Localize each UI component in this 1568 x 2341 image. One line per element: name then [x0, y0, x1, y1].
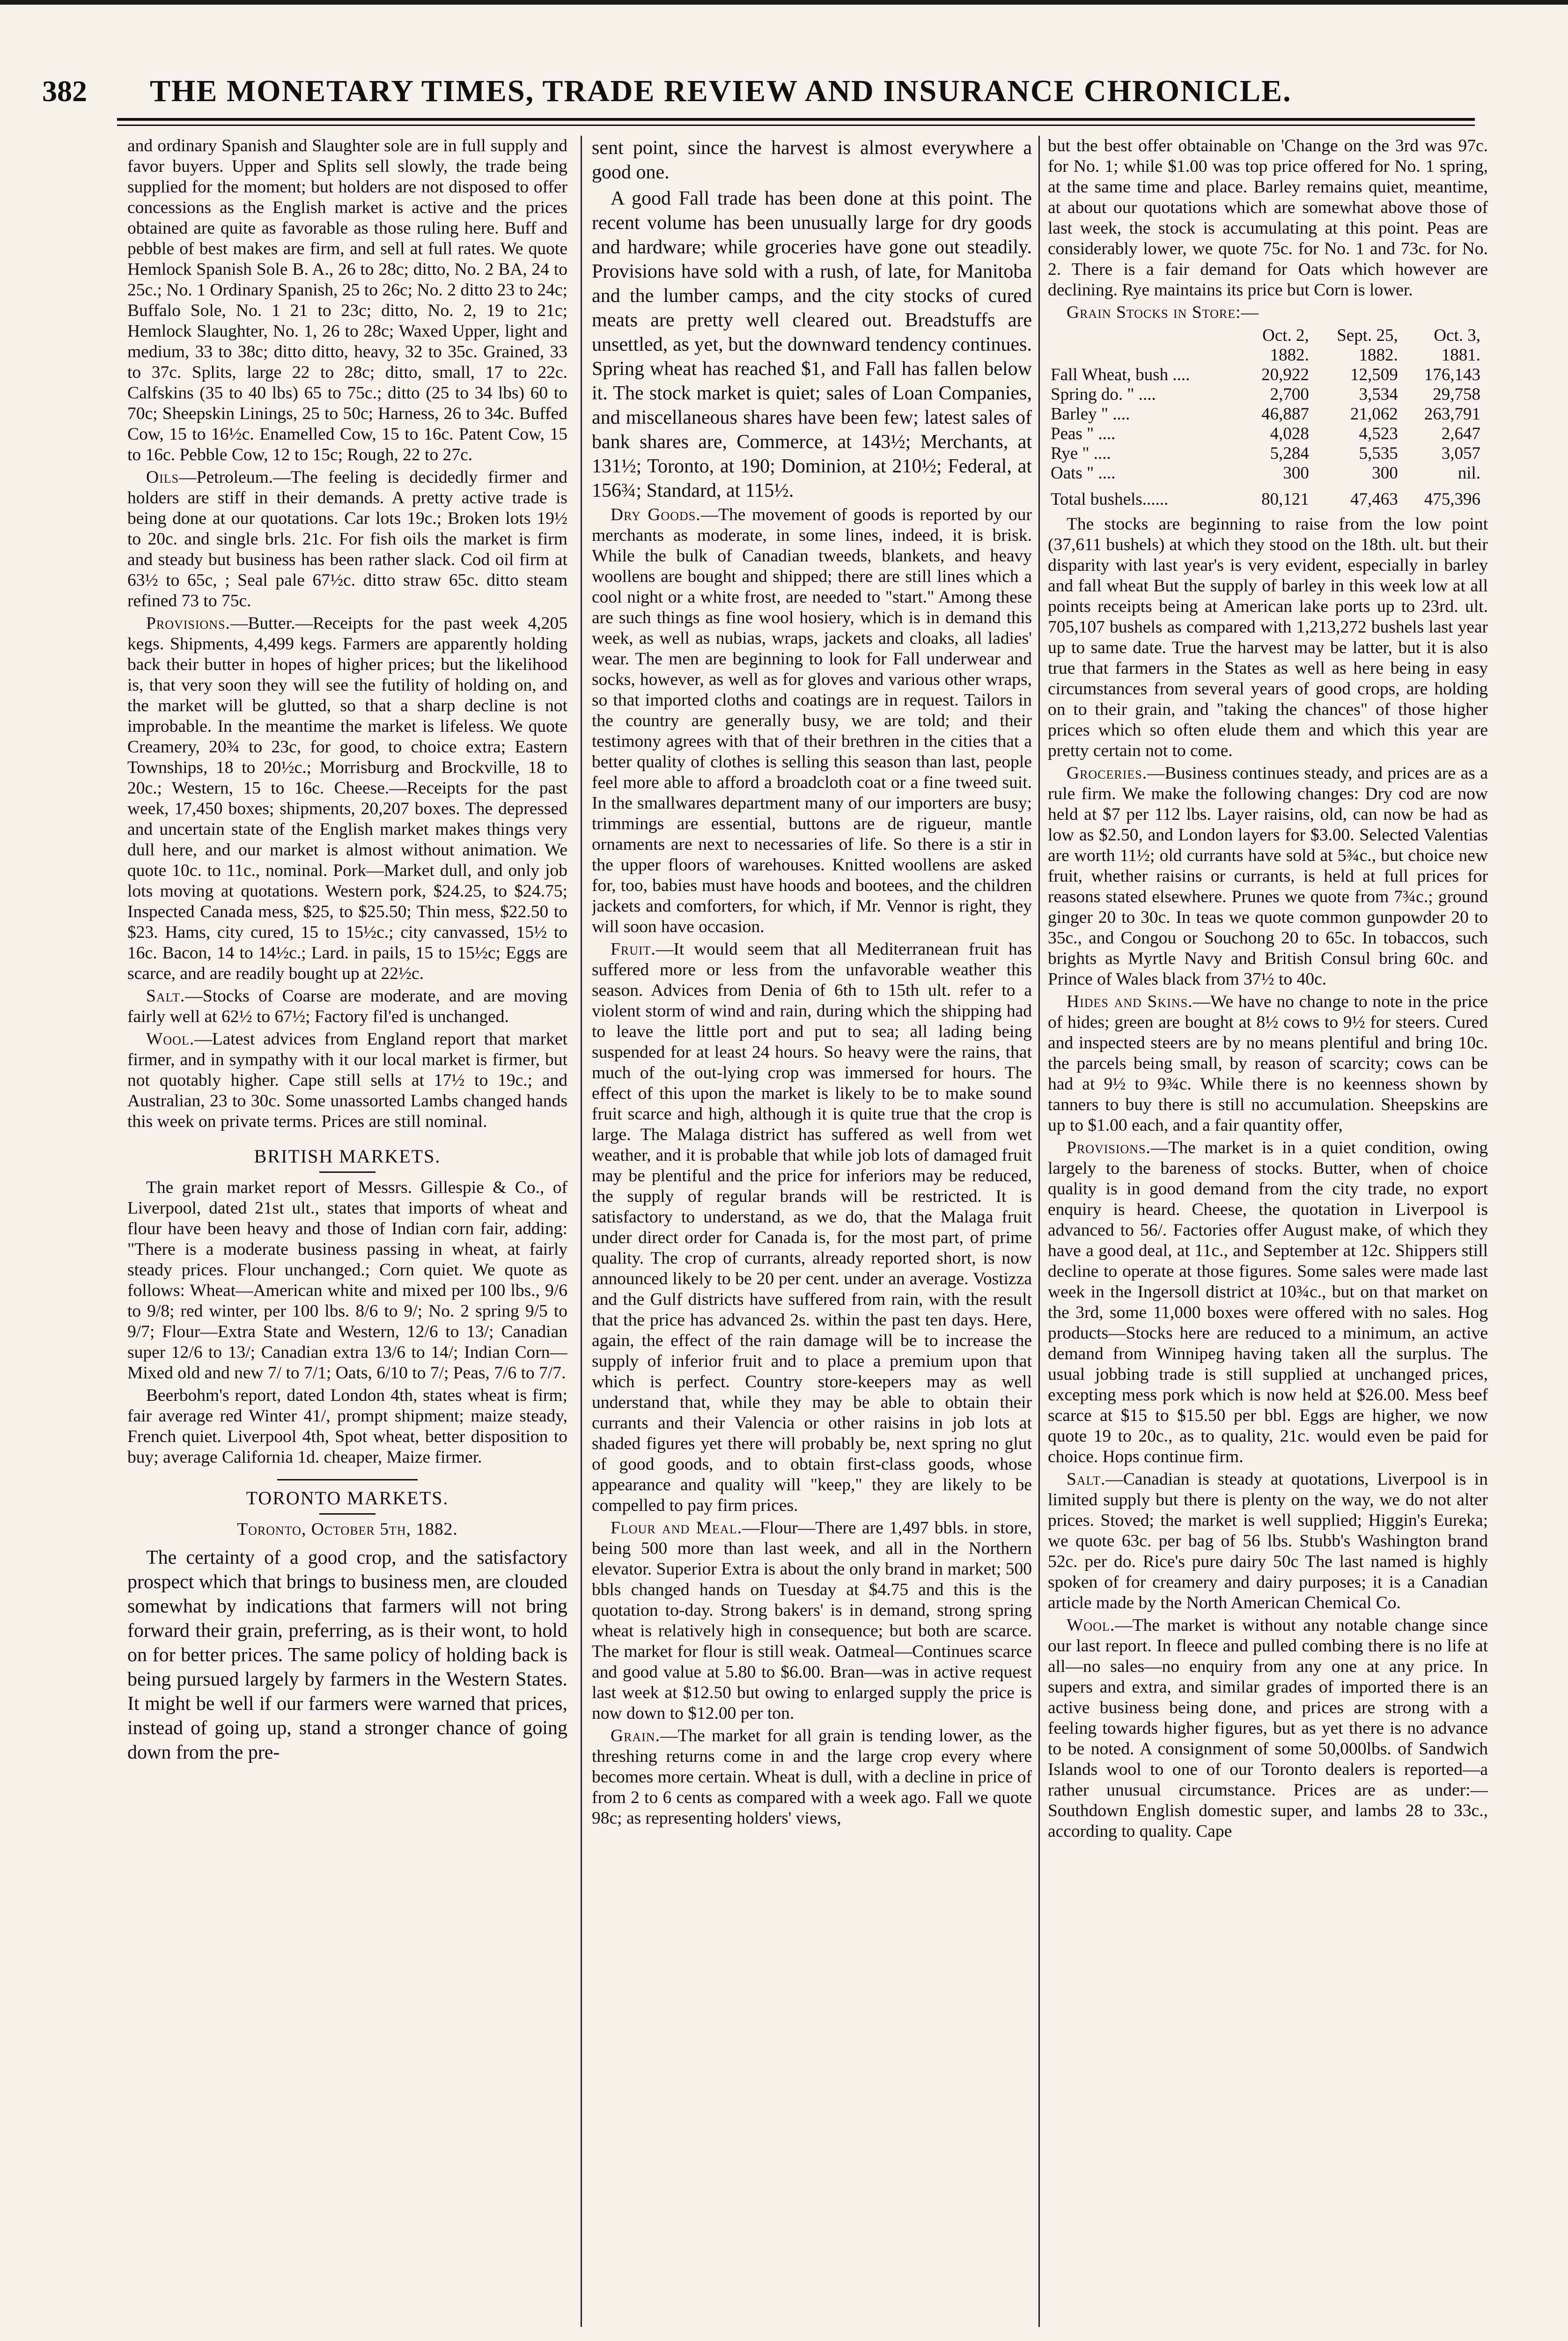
table-header-cell: Sept. 25,: [1337, 326, 1398, 345]
column-3: [1048, 136, 1488, 2327]
table-cell: Rye " ....: [1051, 444, 1111, 463]
grain-text: —The market for all grain is tending lower, as the threshing returns come in and the large crop every where becomes more certain. Wheat is dull, with a decline in price of from 2 to 6 cents as compared with a week ago. Fall we quote 98c; as representing holders' views,: [592, 1726, 1032, 1828]
salt-paragraph: [1048, 1469, 1488, 1613]
fruit-text: —It would seem that all Mediterranean fruit has suffered more or less from the unfavorable weather this season. Advices from Denia of 6th to 15th ult. refer to a violent storm of wind and rain, during which the shipping had to leave the little port and put to sea; all lading being suspended for at least 24 hours. So heavy were the rains, that much of the out-lying crop was immersed for hours. The effect of this upon the market is likely to be to make sound fruit scarce and high, although it is quite true that the crop is large. The Malaga district has suffered as well from wet weather, and it is probable that while job lots of damaged fruit may be plentiful and the price for inferiors may be reduced, the supply of regular brands will be restricted. It is satisfactory to understand, as we do, that the Malaga fruit under direct order for Canada is, for the most part, of prime quality. The crop of currants, already reported short, is now announced likely to be 20 per cent. under an average. Vostizza and the Gulf districts have suffered from rain, with the result that the price has advanced 2s. within the past ten days. Here, again, the effect of the rain damage will be to increase the supply of inferior fruit and to place a premium upon that which is perfect. Country store-keepers may as well understand that, while they may be able to obtain their currants and their Valencia or other raisins in job lots at shaded figures yet there will probably be, next spring no glut of good goods, and to obtain first-class goods, whose appearance and quality will "keep," they are likely to be compelled to pay firm prices.: [592, 940, 1032, 1515]
oils-heading: Oils: [146, 468, 179, 487]
table-header-row: [1048, 346, 1483, 365]
table-cell: 3,534: [1359, 385, 1398, 404]
table-cell: Oats " ....: [1051, 464, 1116, 483]
provisions-paragraph: [1048, 1138, 1488, 1467]
salt-text: —Stocks of Coarse are moderate, and are moving fairly well at 62½ to 67½; Factory fil'ed is unchanged.: [127, 986, 567, 1026]
section-rule: [319, 1513, 375, 1515]
table-row: [1048, 464, 1483, 483]
table-row: [1048, 385, 1483, 405]
table-header-cell: Oct. 3,: [1434, 326, 1480, 345]
column-2: [592, 136, 1032, 2327]
table-row: [1048, 444, 1483, 464]
grain-stocks-title: Grain Stocks in Store:—: [1067, 303, 1259, 322]
grain-stocks-table: [1048, 326, 1483, 509]
table-row: [1048, 365, 1483, 385]
oils-paragraph: [127, 467, 567, 611]
grain-paragraph: [592, 1726, 1032, 1829]
toronto-dateline: Toronto, October 5th, 1882.: [237, 1520, 458, 1539]
table-cell: nil.: [1458, 464, 1480, 483]
wool-text: —Latest advices from England report that market firmer, and in sympathy with it our local market is firmer, but not quotably higher. Cape still sells at 17½ to 19c.; and Australian, 23 to 30c. Some unassorted Lambs changed hands this week on private terms. Prices are still nominal.: [127, 1030, 567, 1131]
table-total-row: [1048, 483, 1483, 509]
table-cell: 4,028: [1270, 424, 1309, 443]
table-cell: 46,887: [1261, 405, 1309, 424]
fall-trade-paragraph: A good Fall trade has been done at this point. The recent volume has been unusually large for dry goods and hardware; while groceries have gone out steadily. Provisions have sold with a rush, of late, for Manitoba and the lumber camps, and the city stocks of cured meats are pretty well cleared out. Breadstuffs are unsettled, as yet, but the downward tendency continues. Spring wheat has reached $1, and Fall has fallen below it. The stock market is quiet; sales of Loan Companies, and miscellaneous shares have been few; latest sales of bank shares are, Commerce, at 143½; Merchants, at 131½; Toronto, at 190; Dominion, at 210½; Federal, at 156¾; Standard, at 115½.: [592, 188, 1032, 501]
top-edge-bar: [0, 0, 1568, 5]
dry-goods-text: —The movement of goods is reported by our merchants as moderate, in some lines, indeed, it is brisk. While the bulk of Canadian tweeds, blankets, and heavy woollens are bought and shipped; there are still lines which a cool night or a white frost, are needed to "start." Among these are such things as fine wool hosiery, which is in demand this week, as well as nubias, wraps, jackets and cloaks, all ladies' wear. The men are beginning to look for Fall underwear and socks, however, as well as for gloves and various other wraps, so that imported cloths and coatings are in request. Tailors in the country are generally busy, we are told; and their testimony agrees with that of their brethren in the cities that a better quality of clothes is selling this season than last, people feel more able to afford a broadcloth coat or a fine tweed suit. In the smallwares department many of our importers are busy; trimmings are essential, buttons are de rigueur, mantle ornaments are next to necessaries of life. So there is a stir in the upper floors of warehouses. Knitted woollens are asked for, too, babies must have hoods and bootees, and the children jackets and comforters, for which, if Mr. Vennor is right, they will soon have occasion.: [592, 505, 1032, 936]
table-cell: 300: [1372, 464, 1398, 483]
dry-goods-heading: Dry Goods.: [611, 505, 701, 524]
table-cell: Barley " ....: [1051, 405, 1130, 424]
table-cell: Fall Wheat, bush ....: [1051, 365, 1190, 384]
hides-text: —We have no change to note in the price of hides; green are bought at 8½ cows to 9½ for steers. Cured and inspected steers are by no means plentiful and bring 10c. the parcels being small, by reason of scarcity; cows can be had at 9½ to 9¾c. While there is no keenness shown by tanners to buy there is still no accumulation. Sheepskins are up to $1.00 each, and a fair quantity offer,: [1048, 992, 1488, 1135]
wool-paragraph: [1048, 1615, 1488, 1842]
table-cell: 4,523: [1359, 424, 1398, 443]
section-divider: [277, 1479, 418, 1480]
provisions-text: —The market is in a quiet condition, owing largely to the bareness of stocks. Butter, when of choice quality is in good demand from the city trade, no export enquiry is heard. Cheese, the quotation in Liverpool is advanced to 56/. Factories offer August make, of which they have a good deal, at 11c., and September at 12c. Shippers still decline to operate at those figures. Some sales were made last week in the Ingersoll district at 10¾c., but on that market on the 3rd, some 11,000 boxes were offered with no sales. Hog products—Stocks here are reduced to a minimum, an active demand from Winnipeg having taken all the surplus. The usual jobbing trade is still supplied at unchanged prices, excepting mess pork which is now held at $26.00. Mess beef scarce at $15 to $15.50 per bbl. Eggs are higher, we now quote 19 to 20c., as to quality, 21c. would even be paid for choice. Hops continue firm.: [1048, 1138, 1488, 1466]
table-header-cell: [1048, 346, 1241, 365]
flour-heading: Flour and Meal.: [611, 1518, 742, 1538]
provisions-text: —Butter.—Receipts for the past week 4,205 kegs. Shipments, 4,499 kegs. Farmers are apparently holding back their butter in hopes of higher prices; but the likelihood is, that very soon they will see the futility of holding on, and the market will be glutted, so that a sharp decline is not improbable. In the meantime the market is lifeless. We quote Creamery, 20¾ to 23c, for good, to choice extra; Eastern Townships, 18 to 20½c.; Morrisburg and Brockville, 18 to 20c.; Western, 15 to 16c. Cheese.—Receipts for the past week, 17,450 boxes; shipments, 20,207 boxes. The depressed and uncertain state of the English market makes things very dull here, and our market is almost without animation. We quote 10c. to 11c., nominal. Pork—Market dull, and only job lots moving at quotations. Western pork, $24.25, to $24.75; Inspected Canada mess, $25, to $25.50; Thin mess, $22.50 to $23. Hams, city cured, 15 to 15½c.; city canvassed, 15½ to 16c. Bacon, 14 to 14½c.; Lard. in pails, 15 to 15½c; Eggs are scarce, and are readily bought up at 22½c.: [127, 614, 567, 983]
oils-text: —Petroleum.—The feeling is decidedly firmer and holders are stiff in their demands. A pretty active trade is being done at our quotations. Car lots 19c.; Broken lots 19½ to 20c. and single brls. 21c. For fish oils the market is firm and steady but business has been rather slack. Cod oil firm at 63½ to 65c, ; Seal pale 67½c. ditto straw 65c. ditto steam refined 73 to 75c.: [127, 468, 567, 611]
table-row: [1048, 405, 1483, 424]
table-header-cell: 1882.: [1270, 346, 1309, 365]
table-cell: 5,284: [1270, 444, 1309, 463]
table-cell: 176,143: [1424, 365, 1480, 384]
table-header-cell: [1048, 326, 1241, 346]
flour-paragraph: [592, 1518, 1032, 1724]
fruit-heading: Fruit.: [611, 940, 656, 959]
table-cell: Spring do. " ....: [1051, 385, 1156, 404]
stocks-commentary: The stocks are beginning to raise from the low point (37,611 bushels) at which they stood on the 18th. ult. but their disparity with last year's is very evident, especially in barley and fall wheat But the supply of barley in this week low at all points receipts being at American lake ports up to 23rd. ult. 705,107 bushels as compared with 1,213,272 bushels last year up to same date. True the harvest may be latter, but it is also true that farmers in the States as well as here being in easy circumstances from several years of good crops, are holding on to their grain, and "taking the chances" of those higher prices which so often elude them and which this year are pretty certain not to come.: [1048, 515, 1488, 760]
provisions-heading: Provisions.: [146, 614, 230, 633]
header-rule-thin: [117, 125, 1475, 126]
table-row: [1048, 424, 1483, 444]
toronto-markets-title: TORONTO MARKETS.: [246, 1487, 449, 1509]
british-paragraph-1: The grain market report of Messrs. Gillespie & Co., of Liverpool, dated 21st ult., states that imports of wheat and flour have been heavy and those of Indian corn fair, adding: "There is a moderate business passing in wheat, at fairly steady prices. Flour unchanged.; Corn quiet. We quote as follows: Wheat—American white and mixed per 100 lbs., 9/6 to 9/8; red winter, per 100 lbs. 8/6 to 9/; No. 2 spring 9/5 to 9/7; Flour—Extra State and Western, 12/6 to 13/; Canadian super 12/6 to 13/; Canadian extra 13/6 to 14/; Indian Corn—Mixed old and new 7/ to 7/1; Oats, 6/10 to 7/; Peas, 7/6 to 7/7.: [127, 1178, 567, 1383]
table-cell: 12,509: [1350, 365, 1398, 384]
section-rule: [319, 1171, 375, 1173]
table-cell: 21,062: [1350, 405, 1398, 424]
page-number: 382: [42, 74, 87, 108]
hides-paragraph: [1048, 992, 1488, 1136]
grain-continued: but the best offer obtainable on 'Change on the 3rd was 97c. for No. 1; while $1.00 was top price offered for No. 1 spring, at the same time and place. Barley remains quiet, meantime, at about our quotations which are somewhat above those of last week, the stock is accumulating at this point. Peas are considerably lower, we quote 75c. for No. 1 and 73c. for No. 2. There is a fair demand for Oats which however are declining. Rye maintains its price but Corn is lower.: [1048, 136, 1488, 300]
header-rule-thick: [117, 118, 1475, 121]
provisions-paragraph: [127, 613, 567, 984]
wool-heading: Wool.: [146, 1030, 195, 1049]
wool-paragraph: [127, 1029, 567, 1132]
table-cell: 475,396: [1424, 490, 1480, 509]
british-markets-title: BRITISH MARKETS.: [254, 1146, 441, 1167]
british-paragraph-2: Beerbohm's report, dated London 4th, states wheat is firm; fair average red Winter 41/, prompt shipment; maize steady, French quiet. Liverpool 4th, Spot wheat, better disposition to buy; average California 1d. cheaper, Maize firmer.: [127, 1386, 567, 1467]
column-divider-2: [1038, 136, 1040, 2327]
groceries-text: —Business continues steady, and prices are as a rule firm. We make the following changes: Dry cod are now held at $7 per 112 lbs. Layer raisins, old, can now be had as low as $2.50, and London layers for $3.00. Selected Valentias are worth 11½; old currants have sold at 5¾c., but choice new fruit, whether raisins or currants, is held at full prices for reasons stated elsewhere. Prunes we quote from 7¾c.; ground ginger 20 to 30c. In teas we quote common gunpowder 20 to 35c., and Congou or Souchong 20 to 65c. In tobaccos, such brights as Myrtle Navy and British Consul bring 60c. and Prince of Wales black from 37½ to 40c.: [1048, 764, 1488, 989]
grain-heading: Grain.: [611, 1726, 661, 1745]
provisions-heading: Provisions.: [1067, 1138, 1151, 1157]
masthead-title: THE MONETARY TIMES, TRADE REVIEW AND INSURANCE CHRONICLE.: [150, 74, 1292, 108]
table-header-cell: 1882.: [1359, 346, 1398, 365]
dry-goods-paragraph: [592, 505, 1032, 937]
fruit-paragraph: [592, 939, 1032, 1516]
salt-heading: Salt.: [146, 986, 185, 1006]
page-header: [42, 70, 1498, 112]
table-header-row: [1048, 326, 1483, 346]
table-cell: Peas " ....: [1051, 424, 1116, 443]
salt-heading: Salt.: [1067, 1470, 1106, 1489]
table-cell: 2,700: [1270, 385, 1309, 404]
table-cell: 2,647: [1441, 424, 1480, 443]
salt-paragraph: [127, 986, 567, 1027]
table-cell: 263,791: [1424, 405, 1480, 424]
table-header-cell: Oct. 2,: [1262, 326, 1309, 345]
table-cell: 47,463: [1350, 490, 1398, 509]
wool-heading: Wool.: [1067, 1616, 1115, 1635]
toronto-continued: sent point, since the harvest is almost everywhere a good one.: [592, 137, 1032, 183]
column-divider-1: [581, 136, 582, 2327]
table-cell: Total bushels......: [1051, 490, 1169, 509]
toronto-paragraph-1: The certainty of a good crop, and the satisfactory prospect which that brings to business men, are clouded somewhat by indications that farmers will not bring forward their grain, preferring, as is their wont, to hold on for better prices. The same policy of holding back is being pursued largely by farmers in the Western States. It might be well if our farmers were warned that prices, instead of going up, stand a stronger chance of going down from the pre-: [127, 1547, 567, 1763]
wool-text: —The market is without any notable change since our last report. In fleece and pulled combing there is no life at all—no sales—no enquiry from any one at any price. In supers and extra, and similar grades of imported there is an active business being done, and prices are strong with a feeling towards higher figures, but as yet there is no advance to be noted. A consignment of some 50,000lbs. of Sandwich Islands wool to one of our Toronto dealers is reported—a rather unusual circumstance. Prices are as under:—Southdown English domestic super, and lambs 28 to 33c., according to quality. Cape: [1048, 1616, 1488, 1841]
table-cell: 29,758: [1433, 385, 1480, 404]
leather-paragraph: and ordinary Spanish and Slaughter sole are in full supply and favor buyers. Upper and Splits sell slowly, the trade being supplied for the moment; but holders are not disposed to offer concessions as the English market is active and the prices obtained are quite as favorable as those ruling here. Buff and pebble of best makes are firm, and sell at full rates. We quote Hemlock Spanish Sole B. A., 26 to 28c; ditto, No. 2 BA, 24 to 25c.; No. 1 Ordinary Spanish, 25 to 26c; No. 2 ditto 23 to 24c; Buffalo Sole, No. 1 21 to 23c; ditto, No. 2, 19 to 21c; Hemlock Slaughter, No. 1, 26 to 28c; Waxed Upper, light and medium, 33 to 38c; ditto ditto, heavy, 32 to 35c. Grained, 33 to 37c. Splits, large 22 to 28c; ditto, small, 17 to 22c. Calfskins (35 to 40 lbs) 65 to 75c.; ditto (25 to 34 lbs) 60 to 70c; Sheepskin Linings, 25 to 50c; Harness, 26 to 34c. Buffed Cow, 15 to 16½c. Enamelled Cow, 15 to 16c. Patent Cow, 15 to 16c. Pebble Cow, 12 to 15c; Rough, 22 to 27c.: [127, 136, 567, 464]
table-cell: 300: [1283, 464, 1309, 483]
salt-text: —Canadian is steady at quotations, Liverpool is in limited supply but there is plenty on the way, we do not alter prices. Stoved; the market is well supplied; Higgin's Eureka; we quote 63c. per bag of 56 lbs. Stubb's Washington brand 52c. per do. Rice's pure dairy 50c The last named is highly spoken of for creamery and dairy purposes; it is a Canadian article made by the North American Chemical Co.: [1048, 1470, 1488, 1612]
hides-heading: Hides and Skins.: [1067, 992, 1193, 1011]
flour-text: —Flour—There are 1,497 bbls. in store, being 500 more than last week, and all in the Northern elevator. Superior Extra is about the only brand in market; 500 bbls changed hands on Tuesday at $4.75 and this is the quotation to-day. Strong bakers' is in demand, strong spring wheat is relatively high in consequence; but both are scarce. The market for flour is still weak. Oatmeal—Continues scarce and good value at 5.80 to $6.00. Bran—was in active request last week at $12.50 but owing to enlarged supply the price is now down to $12.00 per ton.: [592, 1518, 1032, 1723]
table-cell: 3,057: [1441, 444, 1480, 463]
table-cell: 20,922: [1261, 365, 1309, 384]
column-1: [127, 136, 567, 2327]
groceries-paragraph: [1048, 763, 1488, 990]
groceries-heading: Groceries.: [1067, 764, 1148, 783]
table-cell: 80,121: [1261, 490, 1309, 509]
table-cell: 5,535: [1359, 444, 1398, 463]
table-header-cell: 1881.: [1441, 346, 1480, 365]
